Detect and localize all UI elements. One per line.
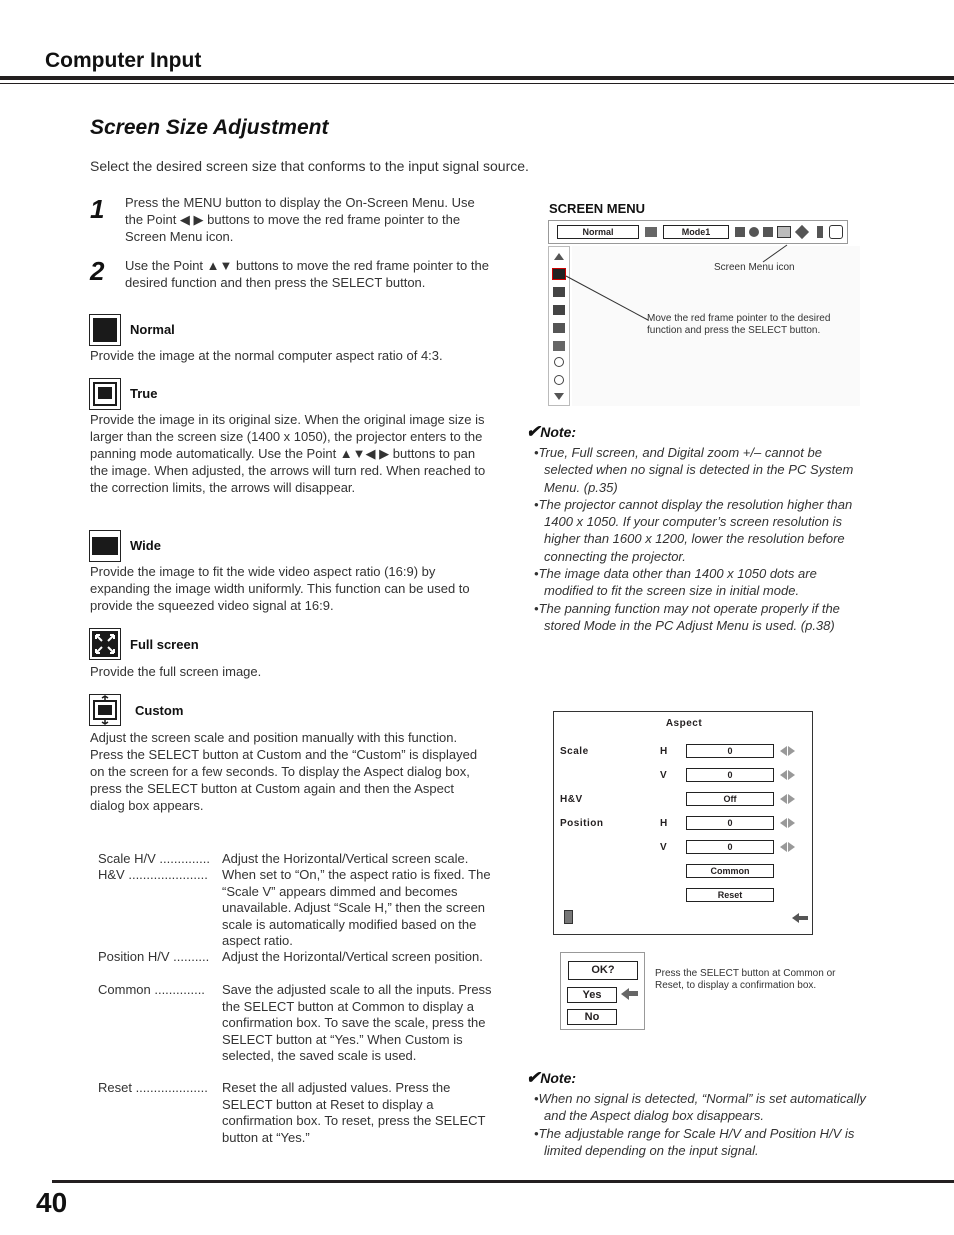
- table-row: [98, 867, 498, 951]
- table-value: Adjust the Horizontal/Vertical screen position.: [222, 949, 483, 964]
- note-label: Note:: [540, 424, 577, 440]
- step-number-1: 1: [90, 194, 105, 224]
- scroll-down-icon: [554, 393, 564, 400]
- table-row: [98, 949, 498, 983]
- reset-button[interactable]: Reset: [686, 888, 774, 902]
- hv-field[interactable]: Off: [686, 792, 774, 806]
- section-title: Screen Size Adjustment: [90, 116, 329, 139]
- position-v-label: V: [660, 842, 668, 853]
- mode-desc-normal: Provide the image at the normal computer aspect ratio of 4:3.: [90, 348, 443, 363]
- mode-desc-full-screen: Provide the full screen image.: [90, 664, 262, 679]
- note-heading: [526, 422, 576, 442]
- menu-custom-icon: [553, 341, 565, 351]
- menu-icon: [749, 227, 759, 237]
- mode-label-full-screen: Full screen: [130, 637, 199, 652]
- adjust-arrows-icon[interactable]: [780, 794, 796, 804]
- confirm-no-button[interactable]: No: [567, 1009, 617, 1025]
- footer-rule: [52, 1180, 954, 1183]
- note-item: •The adjustable range for Scale H/V and Position H/V is limited depending on the input signal.: [534, 1125, 855, 1158]
- zoom-out-icon: [554, 375, 564, 385]
- full-screen-icon: [89, 628, 121, 660]
- mode-desc-wide: Provide the image to fit the wide video aspect ratio (16:9) by expanding the image width uniformly. This function can be used to provide the squeezed video signal at 16:9.: [90, 564, 470, 613]
- mode-label-wide: Wide: [130, 538, 161, 553]
- note-list: [534, 444, 864, 634]
- note-item: •The panning function may not operate properly if the stored Mode in the PC Adjust Menu is used. (p.38): [534, 600, 840, 633]
- table-value: Adjust the Horizontal/Vertical screen scale.: [222, 851, 469, 866]
- menu-icon: [645, 227, 657, 237]
- adjust-arrows-icon[interactable]: [780, 746, 796, 756]
- table-row: [98, 851, 498, 867]
- note-list-2: [534, 1090, 874, 1159]
- scale-label: Scale: [560, 746, 589, 757]
- note-item: •True, Full screen, and Digital zoom +/– cannot be selected when no signal is detected in the PC System Menu. (p.35): [534, 445, 854, 495]
- header-rule: [0, 76, 954, 80]
- adjust-arrows-icon[interactable]: [780, 818, 796, 828]
- exit-door-icon[interactable]: [564, 910, 573, 924]
- header-rule-thin: [0, 83, 954, 84]
- screen-menu-heading: SCREEN MENU: [549, 201, 646, 216]
- table-row: [98, 982, 498, 1082]
- mode-desc-custom: Adjust the screen scale and position manually with this function. Press the SELECT button at Custom and the “Custom” is displayed on the screen for a few seconds. To display the Aspect dialog box, press the SELECT button at Custom again and then the Aspect dialog box appears.: [90, 730, 478, 813]
- step-text-1: Press the MENU button to display the On-Screen Menu. Use the Point ◀ ▶ buttons to move the red frame pointer to the Screen Menu icon.: [125, 195, 475, 244]
- menu-icon: [817, 226, 823, 238]
- mode-label-custom: Custom: [135, 703, 184, 718]
- menu-icon: [829, 225, 843, 239]
- position-v-field[interactable]: 0: [686, 840, 774, 854]
- step-text-2: Use the Point ▲▼ buttons to move the red frame pointer to the desired function and then press the SELECT button.: [125, 258, 489, 290]
- note-heading-2: [526, 1068, 576, 1088]
- table-key: Scale H/V ..............: [98, 851, 210, 866]
- confirm-yes-button[interactable]: Yes: [567, 987, 617, 1003]
- intro-text: Select the desired screen size that conforms to the input signal source.: [90, 158, 529, 174]
- check-icon: ✔: [526, 1068, 541, 1087]
- aspect-dialog-title: Aspect: [665, 718, 703, 729]
- note-item: •When no signal is detected, “Normal” is set automatically and the Aspect dialog box disappears.: [534, 1091, 866, 1124]
- wide-screen-icon: [89, 530, 121, 562]
- menu-icon: [795, 225, 809, 239]
- mode-label-normal: Normal: [130, 322, 175, 337]
- position-h-field[interactable]: 0: [686, 816, 774, 830]
- mode-desc-true: Provide the image in its original size. When the original image size is larger than the screen size (1400 x 1050), the projector enters to the panning mode automatically. Use the Point ▲▼◀ ▶ buttons to pan the image. When adjusted, the arrows will turn red. When reached to the correction limits, the arrows will disappear.: [90, 412, 486, 495]
- note-item: •The image data other than 1400 x 1050 dots are modified to fit the screen size in initial mode.: [534, 566, 817, 599]
- page-number: 40: [36, 1187, 68, 1218]
- callout-screen-menu-icon: Screen Menu icon: [714, 262, 795, 273]
- back-arrow-icon[interactable]: [792, 914, 808, 922]
- table-key: Common ..............: [98, 982, 205, 997]
- check-icon: ✔: [526, 422, 541, 441]
- custom-screen-icon: [89, 694, 121, 726]
- callout-pointer: Move the red frame pointer to the desired function and press the SELECT button.: [647, 313, 831, 336]
- zoom-in-icon: [554, 357, 564, 367]
- menu-icon: [763, 227, 773, 237]
- table-key: Position H/V ..........: [98, 949, 210, 964]
- normal-screen-icon: [89, 314, 121, 346]
- table-key: H&V ......................: [98, 867, 208, 882]
- page-header-title: Computer Input: [45, 49, 202, 72]
- table-value: Save the adjusted scale to all the inputs. Press the SELECT button at Common to display a confirmation box. To save the scale, press the SELECT button at “Yes.” When Custom is selected, the saved scale is used.: [222, 982, 492, 1063]
- adjust-arrows-icon[interactable]: [780, 842, 796, 852]
- scale-v-label: V: [660, 770, 668, 781]
- pointer-arrow-icon: [621, 989, 639, 999]
- confirm-caption: Press the SELECT button at Common or Reset, to display a confirmation box.: [655, 968, 836, 991]
- confirm-ok-label: OK?: [568, 961, 638, 980]
- menu-icon: [735, 227, 745, 237]
- table-row: [98, 1080, 498, 1150]
- confirm-box: [560, 952, 645, 1030]
- true-screen-icon: [89, 378, 121, 410]
- step-number-2: 2: [90, 256, 105, 286]
- screen-menu-icon: [777, 226, 791, 238]
- hv-label: H&V: [560, 794, 583, 805]
- adjust-arrows-icon[interactable]: [780, 770, 796, 780]
- table-value: Reset the all adjusted values. Press the SELECT button at Reset to display a confirmation box. To reset, press the SELECT button at “Yes.”: [222, 1080, 486, 1145]
- menu-field-mode1: Mode1: [663, 225, 729, 239]
- scale-v-field[interactable]: 0: [686, 768, 774, 782]
- common-button[interactable]: Common: [686, 864, 774, 878]
- mode-label-true: True: [130, 386, 158, 401]
- table-key: Reset ....................: [98, 1080, 208, 1095]
- position-h-label: H: [660, 818, 668, 829]
- position-label: Position: [560, 818, 604, 829]
- table-value: When set to “On,” the aspect ratio is fixed. The “Scale V” appears dimmed and becomes unavailable. Adjust “Scale H,” then the screen scale is automatically modified based on the aspect ratio.: [222, 867, 491, 948]
- aspect-dialog: [553, 711, 813, 935]
- scale-h-label: H: [660, 746, 668, 757]
- note-item: •The projector cannot display the resolution higher than 1400 x 1050. If your computer’s screen resolution is higher than 1600 x 1200, lower the resolution before connecting the projector.: [534, 496, 853, 564]
- note-label: Note:: [540, 1070, 577, 1086]
- menu-field-mode: Normal: [557, 225, 639, 239]
- scale-h-field[interactable]: 0: [686, 744, 774, 758]
